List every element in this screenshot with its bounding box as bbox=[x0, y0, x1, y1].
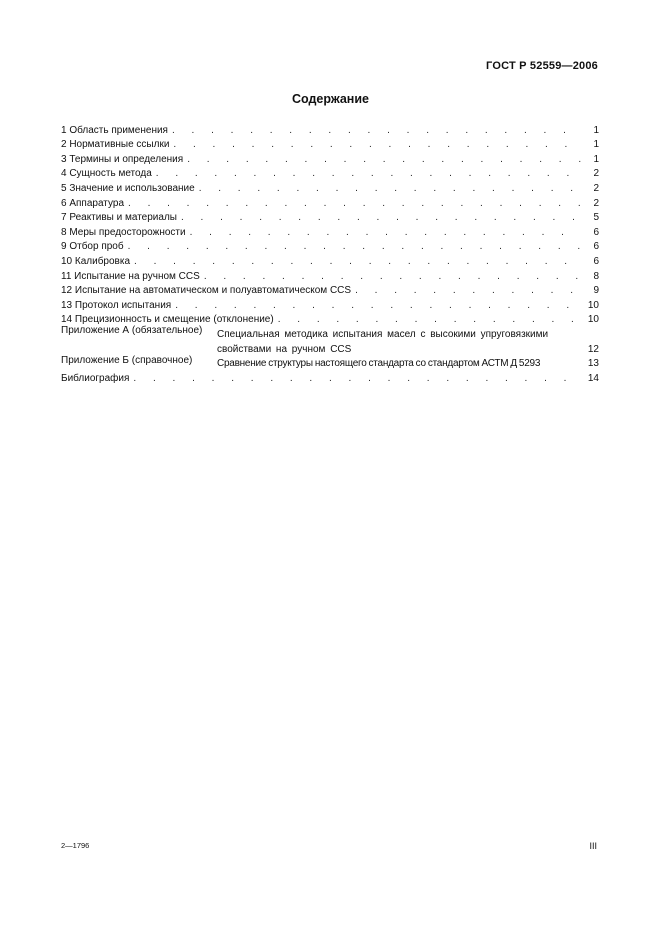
annex-b-label: Приложение Б (справочное) bbox=[61, 354, 193, 366]
toc-row[interactable] bbox=[61, 252, 599, 267]
dot-leader bbox=[204, 271, 581, 282]
toc-page: 6 bbox=[593, 226, 599, 238]
toc-page: 9 bbox=[593, 285, 599, 297]
toc-page: 6 bbox=[593, 255, 599, 267]
toc-row[interactable] bbox=[61, 136, 599, 151]
toc-page: 8 bbox=[593, 270, 599, 282]
toc-page: 10 bbox=[587, 314, 599, 326]
toc-label: 13 Протокол испытания bbox=[61, 299, 172, 311]
dot-leader bbox=[181, 212, 581, 223]
toc-bibliography[interactable] bbox=[61, 369, 599, 384]
toc-row[interactable] bbox=[61, 282, 599, 297]
toc-label: 10 Калибровка bbox=[61, 255, 131, 267]
annex-a-title-line1: Специальная методика испытания масел с высокими упруговязкими bbox=[217, 328, 549, 340]
dot-leader bbox=[134, 256, 581, 267]
toc-row[interactable] bbox=[61, 296, 599, 311]
footer-print-code: 2—1796 bbox=[61, 841, 90, 850]
dot-leader bbox=[190, 227, 581, 238]
toc-row[interactable] bbox=[61, 311, 599, 326]
toc-annex-b[interactable] bbox=[61, 355, 599, 370]
dot-leader bbox=[355, 285, 581, 296]
toc-label: 5 Значение и использование bbox=[61, 182, 195, 194]
toc-label: 6 Аппаратура bbox=[61, 197, 125, 209]
table-of-contents bbox=[61, 121, 599, 384]
toc-row[interactable] bbox=[61, 223, 599, 238]
toc-label: 14 Прецизионность и смещение (отклонение) bbox=[61, 314, 274, 326]
toc-page: 2 bbox=[593, 168, 599, 180]
dot-leader bbox=[172, 125, 581, 136]
dot-leader bbox=[187, 154, 581, 165]
toc-page: 2 bbox=[593, 182, 599, 194]
toc-label: 3 Термины и определения bbox=[61, 153, 184, 165]
toc-page: 6 bbox=[593, 241, 599, 253]
dot-leader bbox=[175, 300, 581, 311]
toc-label: 8 Меры предосторожности bbox=[61, 226, 186, 238]
toc-label: 7 Реактивы и материалы bbox=[61, 212, 177, 224]
toc-row[interactable] bbox=[61, 238, 599, 253]
toc-page: 1 bbox=[593, 124, 599, 136]
annex-b-title: Сравнение структуры настоящего стандарта со стандартом АСТМ Д 5293 bbox=[217, 358, 541, 370]
toc-label: 2 Нормативные ссылки bbox=[61, 139, 170, 151]
toc-label: 1 Область применения bbox=[61, 124, 168, 136]
dot-leader bbox=[128, 241, 581, 252]
toc-row[interactable] bbox=[61, 267, 599, 282]
toc-page: 1 bbox=[593, 139, 599, 151]
annex-b-page: 13 bbox=[587, 358, 599, 370]
toc-row[interactable] bbox=[61, 150, 599, 165]
dot-leader bbox=[156, 168, 581, 179]
dot-leader bbox=[199, 183, 581, 194]
document-code: ГОСТ Р 52559—2006 bbox=[486, 60, 598, 72]
dot-leader bbox=[133, 373, 581, 384]
toc-label: 9 Отбор проб bbox=[61, 241, 124, 253]
toc-label: Библиография bbox=[61, 372, 130, 384]
toc-label: 11 Испытание на ручном CCS bbox=[61, 270, 200, 282]
footer-page-number: III bbox=[589, 841, 597, 851]
dot-leader bbox=[173, 139, 581, 150]
toc-row[interactable] bbox=[61, 179, 599, 194]
page-title: Содержание bbox=[291, 92, 369, 106]
dot-leader bbox=[278, 314, 581, 325]
toc-page: 14 bbox=[587, 372, 599, 384]
toc-page: 5 bbox=[593, 212, 599, 224]
annex-a-label: Приложение А (обязательное) bbox=[61, 325, 203, 337]
toc-row[interactable] bbox=[61, 194, 599, 209]
toc-row[interactable] bbox=[61, 121, 599, 136]
toc-page: 10 bbox=[587, 299, 599, 311]
toc-page: 2 bbox=[593, 197, 599, 209]
toc-annex-a[interactable] bbox=[61, 325, 599, 354]
toc-label: 12 Испытание на автоматическом и полуавтоматическом CCS bbox=[61, 285, 352, 297]
toc-row[interactable] bbox=[61, 165, 599, 180]
toc-label: 4 Сущность метода bbox=[61, 168, 152, 180]
annex-a-title-line2: свойствами на ручном CCS bbox=[217, 343, 352, 355]
dot-leader bbox=[128, 198, 581, 209]
toc-page: 1 bbox=[593, 153, 599, 165]
annex-a-page: 12 bbox=[587, 343, 599, 355]
toc-row[interactable] bbox=[61, 209, 599, 224]
